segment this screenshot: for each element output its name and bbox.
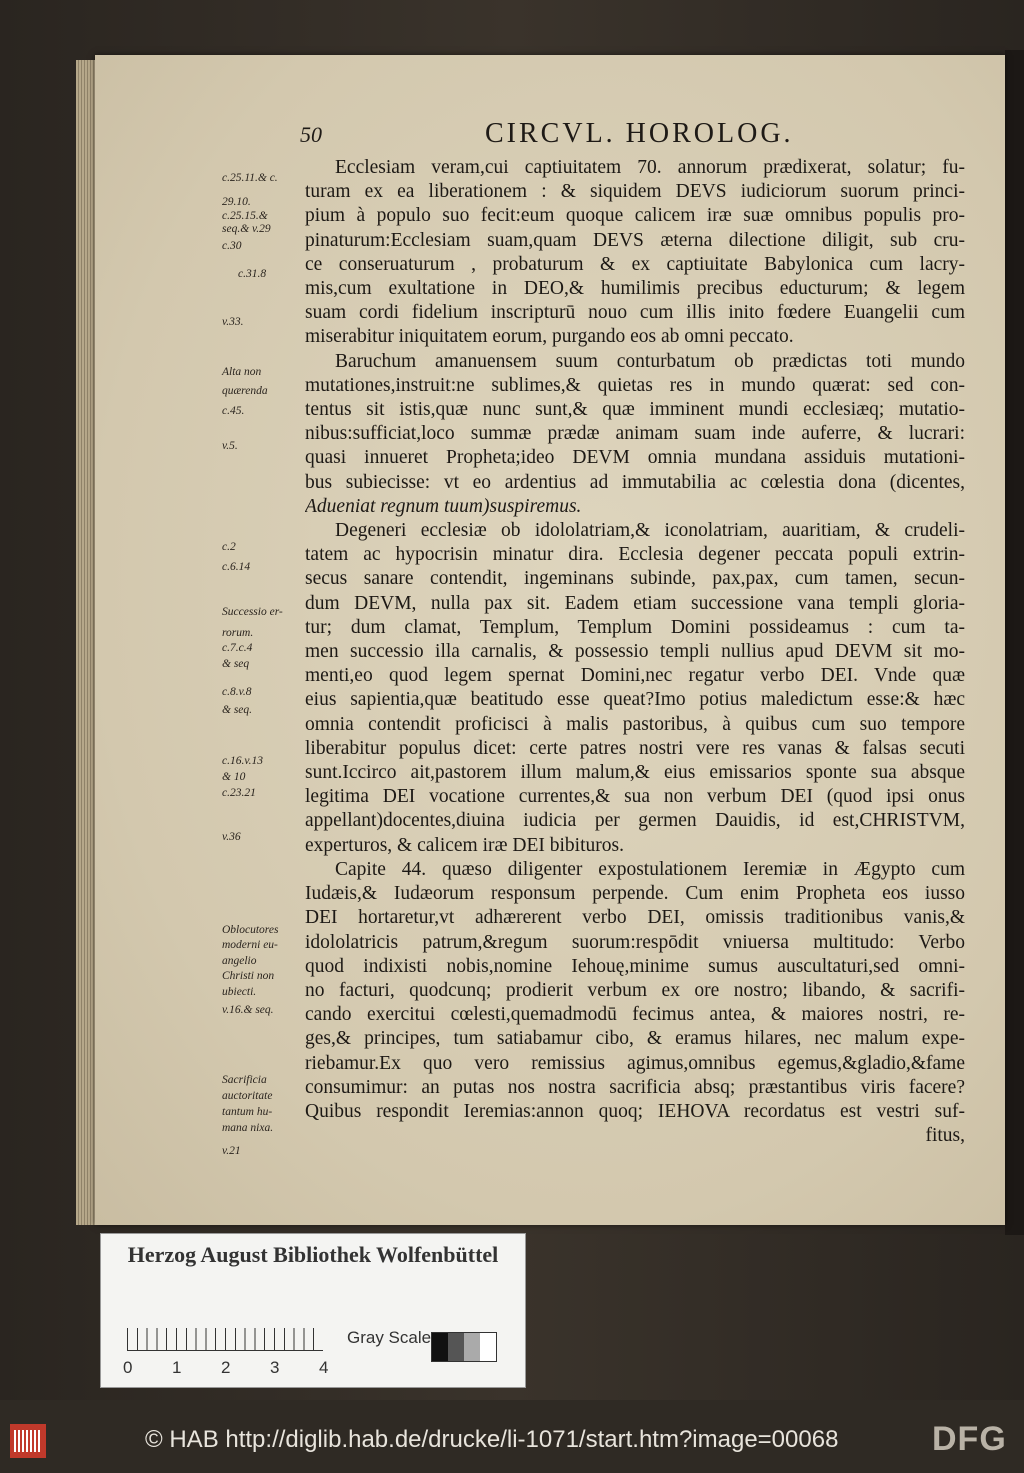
text-line: miserabitur iniquitatem eorum, purgando eos ab omni peccato.: [305, 326, 794, 348]
text-line: DEI hortaretur,vt adhærerent verbo DEI, omissis traditionibus vanis,&: [305, 907, 965, 929]
ruler-label: 4: [319, 1358, 329, 1377]
ruler-labels: [123, 1358, 343, 1378]
swatch-light-gray: [464, 1333, 480, 1361]
ruler-label: 0: [123, 1358, 133, 1377]
margin-note: & 10: [222, 771, 246, 783]
target-title: Herzog August Bibliothek Wolfenbüttel: [127, 1242, 499, 1267]
text-line: eius sapientia,quæ beatitudo esse queat?Imo potius maledictum esse:& hæc: [305, 689, 965, 711]
text-line: tatem ac hypocrisin minatur dira. Ecclesia degener peccata populi extrin-: [305, 544, 965, 566]
swatch-white: [480, 1333, 496, 1361]
text-line: Degeneri ecclesiæ ob idololatriam,& iconolatriam, auaritiam, & crudeli-: [335, 520, 965, 542]
text-line: men successio illa carnalis, & possessio templi nullius apud DEVM sit mo-: [305, 641, 965, 663]
margin-note: v.36: [222, 831, 241, 843]
margin-note: c.30: [222, 240, 242, 252]
margin-note: v.16.& seq.: [222, 1004, 274, 1016]
text-line: liberabitur populus dicet: certe patres nostri vere res vanas & falsas secuti: [305, 737, 965, 759]
margin-note: moderni eu-: [222, 939, 278, 951]
page-number: 50: [300, 122, 322, 147]
text-line: fitus,: [925, 1125, 965, 1147]
margin-note: v.33.: [222, 316, 244, 328]
text-line: experturos, & calicem iræ DEI bibituros.: [305, 834, 624, 856]
text-line: pium à populo suo fecit:eum quoque calicem iræ suæ omnibus populis pro-: [305, 205, 965, 227]
text-line: pinaturum:Ecclesiam suam,quam DEVS æterna dilectione diligit, sub cru-: [305, 229, 965, 251]
text-line: Ecclesiam veram,cui captiuitatem 70. annorum prædixerat, solatur; fu-: [335, 157, 965, 178]
margin-note: & seq: [222, 658, 250, 670]
margin-note: seq.& v.29: [222, 223, 271, 235]
text-line: ce conseruaturum , probaturum & ex captiuitate Babylonica cum lacry-: [305, 253, 965, 275]
text-line: riebamur.Ex quo vero remissius agimus,omnibus egemus,&gladio,&fame: [305, 1052, 965, 1074]
text-line: sunt.Iccirco ait,pastorem illum malum,& eius emissarios sponte sua absque: [305, 762, 965, 784]
margin-note: auctoritate: [222, 1090, 273, 1102]
margin-note: c.7.c.4: [222, 642, 253, 654]
body-text: [305, 156, 965, 1148]
text-line: no facturi, quodcunq; prodierit verbum ex ore nostro; libando, & sacrifi-: [305, 979, 965, 1001]
margin-note: Oblocutores: [222, 924, 279, 936]
margin-note: 29.10.: [222, 196, 251, 208]
margin-note: c.2: [222, 541, 236, 553]
margin-note: angelio: [222, 955, 257, 967]
margin-note: Alta non: [222, 366, 262, 378]
swatch-dark-gray: [448, 1333, 464, 1361]
margin-note: Sacrificia: [222, 1074, 267, 1086]
margin-note: ubiecti.: [222, 986, 257, 998]
text-line: quasi innueret Propheta;ideo DEVM omnia mundana assiduis mutationi-: [305, 447, 965, 469]
swatch-black: [432, 1333, 448, 1361]
margin-note: v.5.: [222, 440, 238, 452]
page-header: [300, 118, 960, 154]
text-line: Iudæis,& Iudæorum responsum perpende. Cum enim Propheta eos iusso: [305, 883, 965, 905]
margin-note: c.6.14: [222, 561, 251, 573]
scale-ruler: [127, 1328, 323, 1350]
text-line: appellant)docentes,diuina iudicia per germen Dauidis, id est,CHRISTVM,: [305, 810, 965, 832]
text-line: Baruchum amanuensem suum conturbatum ob prædictas toti mundo: [335, 350, 965, 372]
text-line: consumimur: an putas nos nostra sacrificia absq; præstantibus viris facere?: [305, 1076, 965, 1098]
margin-note: c.25.15.&: [222, 210, 268, 222]
ruler-baseline: [127, 1350, 323, 1351]
text-line: nibus:sufficiat,loco summæ prædæ animam suam inde auferre, & lucrari:: [305, 423, 965, 445]
margin-note: v.21: [222, 1145, 241, 1157]
margin-note: Christi non: [222, 970, 275, 982]
facing-page-edge: [1005, 50, 1024, 1235]
text-line: idololatricis patrum,&regum suorum:respōdit vniuersa multitudo: Verbo: [305, 931, 965, 953]
credit-link[interactable]: © HAB http://diglib.hab.de/drucke/li-1071/start.htm?image=00068: [145, 1426, 839, 1453]
ruler-label: 2: [221, 1358, 231, 1377]
text-line: omnia contendit proficisci à malis pastoribus, à quibus cum suo tempore: [305, 713, 965, 735]
margin-note: c.16.v.13: [222, 755, 263, 767]
text-line: Quibus respondit Ieremias:annon quoq; IEHOVA recordatus est vestri suf-: [305, 1100, 965, 1122]
text-line: dum DEVM, nulla pax sit. Eadem etiam successione vana templi gloria-: [305, 592, 965, 614]
text-line: cando exercitui cœlesti,quemadmodū fecimus antea, & maiores nostri, re-: [305, 1004, 965, 1026]
color-target-card: [100, 1233, 526, 1388]
hab-logo-icon: [10, 1424, 46, 1458]
running-head: CIRCVL. HOROLOG.: [485, 118, 794, 149]
dfg-logo: DFG: [932, 1420, 1007, 1458]
margin-note: c.8.v.8: [222, 686, 252, 698]
margin-note: c.45.: [222, 405, 245, 417]
text-line: Capite 44. quæso diligenter expostulationem Ieremiæ in Ægypto cum: [335, 858, 965, 880]
text-line: tentus sit istis,quæ nunc sunt,& quæ imminent mundi ecclesiæq; mutatio-: [305, 399, 965, 421]
margin-note: c.31.8: [238, 268, 267, 280]
margin-note: tantum hu-: [222, 1106, 273, 1118]
margin-note: quærenda: [222, 385, 268, 397]
text-line: ges,& principes, tum satiabamur cibo, & eramus hilares, nec malum expe-: [305, 1028, 965, 1050]
text-line: mis,cum exultatione in DEO,& humilimis precibus educturum; & legem: [305, 278, 965, 300]
margin-note: c.23.21: [222, 787, 256, 799]
text-line: Adueniat regnum tuum)suspiremus.: [305, 495, 582, 517]
gray-scale-swatches: [431, 1332, 497, 1362]
ruler-label: 3: [270, 1358, 280, 1377]
viewer-footer: [0, 1410, 1024, 1473]
text-line: secus sanare contendit, ingeminans subinde, pax,pax, cum tamen, secun-: [305, 568, 965, 590]
text-line: mutationes,instruit:ne sublimes,& quietas res in mundo quærat: sed con-: [305, 374, 965, 396]
margin-note: mana nixa.: [222, 1122, 274, 1134]
text-line: bus subiecisse: vt eo ardentius ad immutabilia ac cœlestia dona (dicentes,: [305, 471, 965, 493]
margin-note: & seq.: [222, 704, 253, 716]
text-line: quod indixisti nobis,nomine Iehouę,minime sumus auscultaturi,sed omni-: [305, 955, 965, 977]
text-line: legitima DEI vocatione currentes,& sua non verbum DEI (quod ipsi onus: [305, 786, 965, 808]
ruler-label: 1: [172, 1358, 182, 1377]
margin-note: rorum.: [222, 627, 254, 639]
text-line: suam cordi fidelium inscripturū nouo cum illis inito fœdere Euangelii cum: [305, 302, 965, 324]
text-line: menti,eo quod legem spernat Domini,nec regatur verbo DEI. Vnde quæ: [305, 665, 965, 687]
gray-scale-label: Gray Scale: [347, 1328, 432, 1347]
margin-note: Successio er-: [222, 606, 283, 618]
margin-note: c.25.11.& c.: [222, 172, 278, 184]
text-line: turam ex ea liberationem : & siquidem DEVS iudiciorum suorum princi-: [305, 181, 965, 203]
text-line: tur; dum clamat, Templum, Templum Domini possideamus : cum ta-: [305, 616, 965, 638]
